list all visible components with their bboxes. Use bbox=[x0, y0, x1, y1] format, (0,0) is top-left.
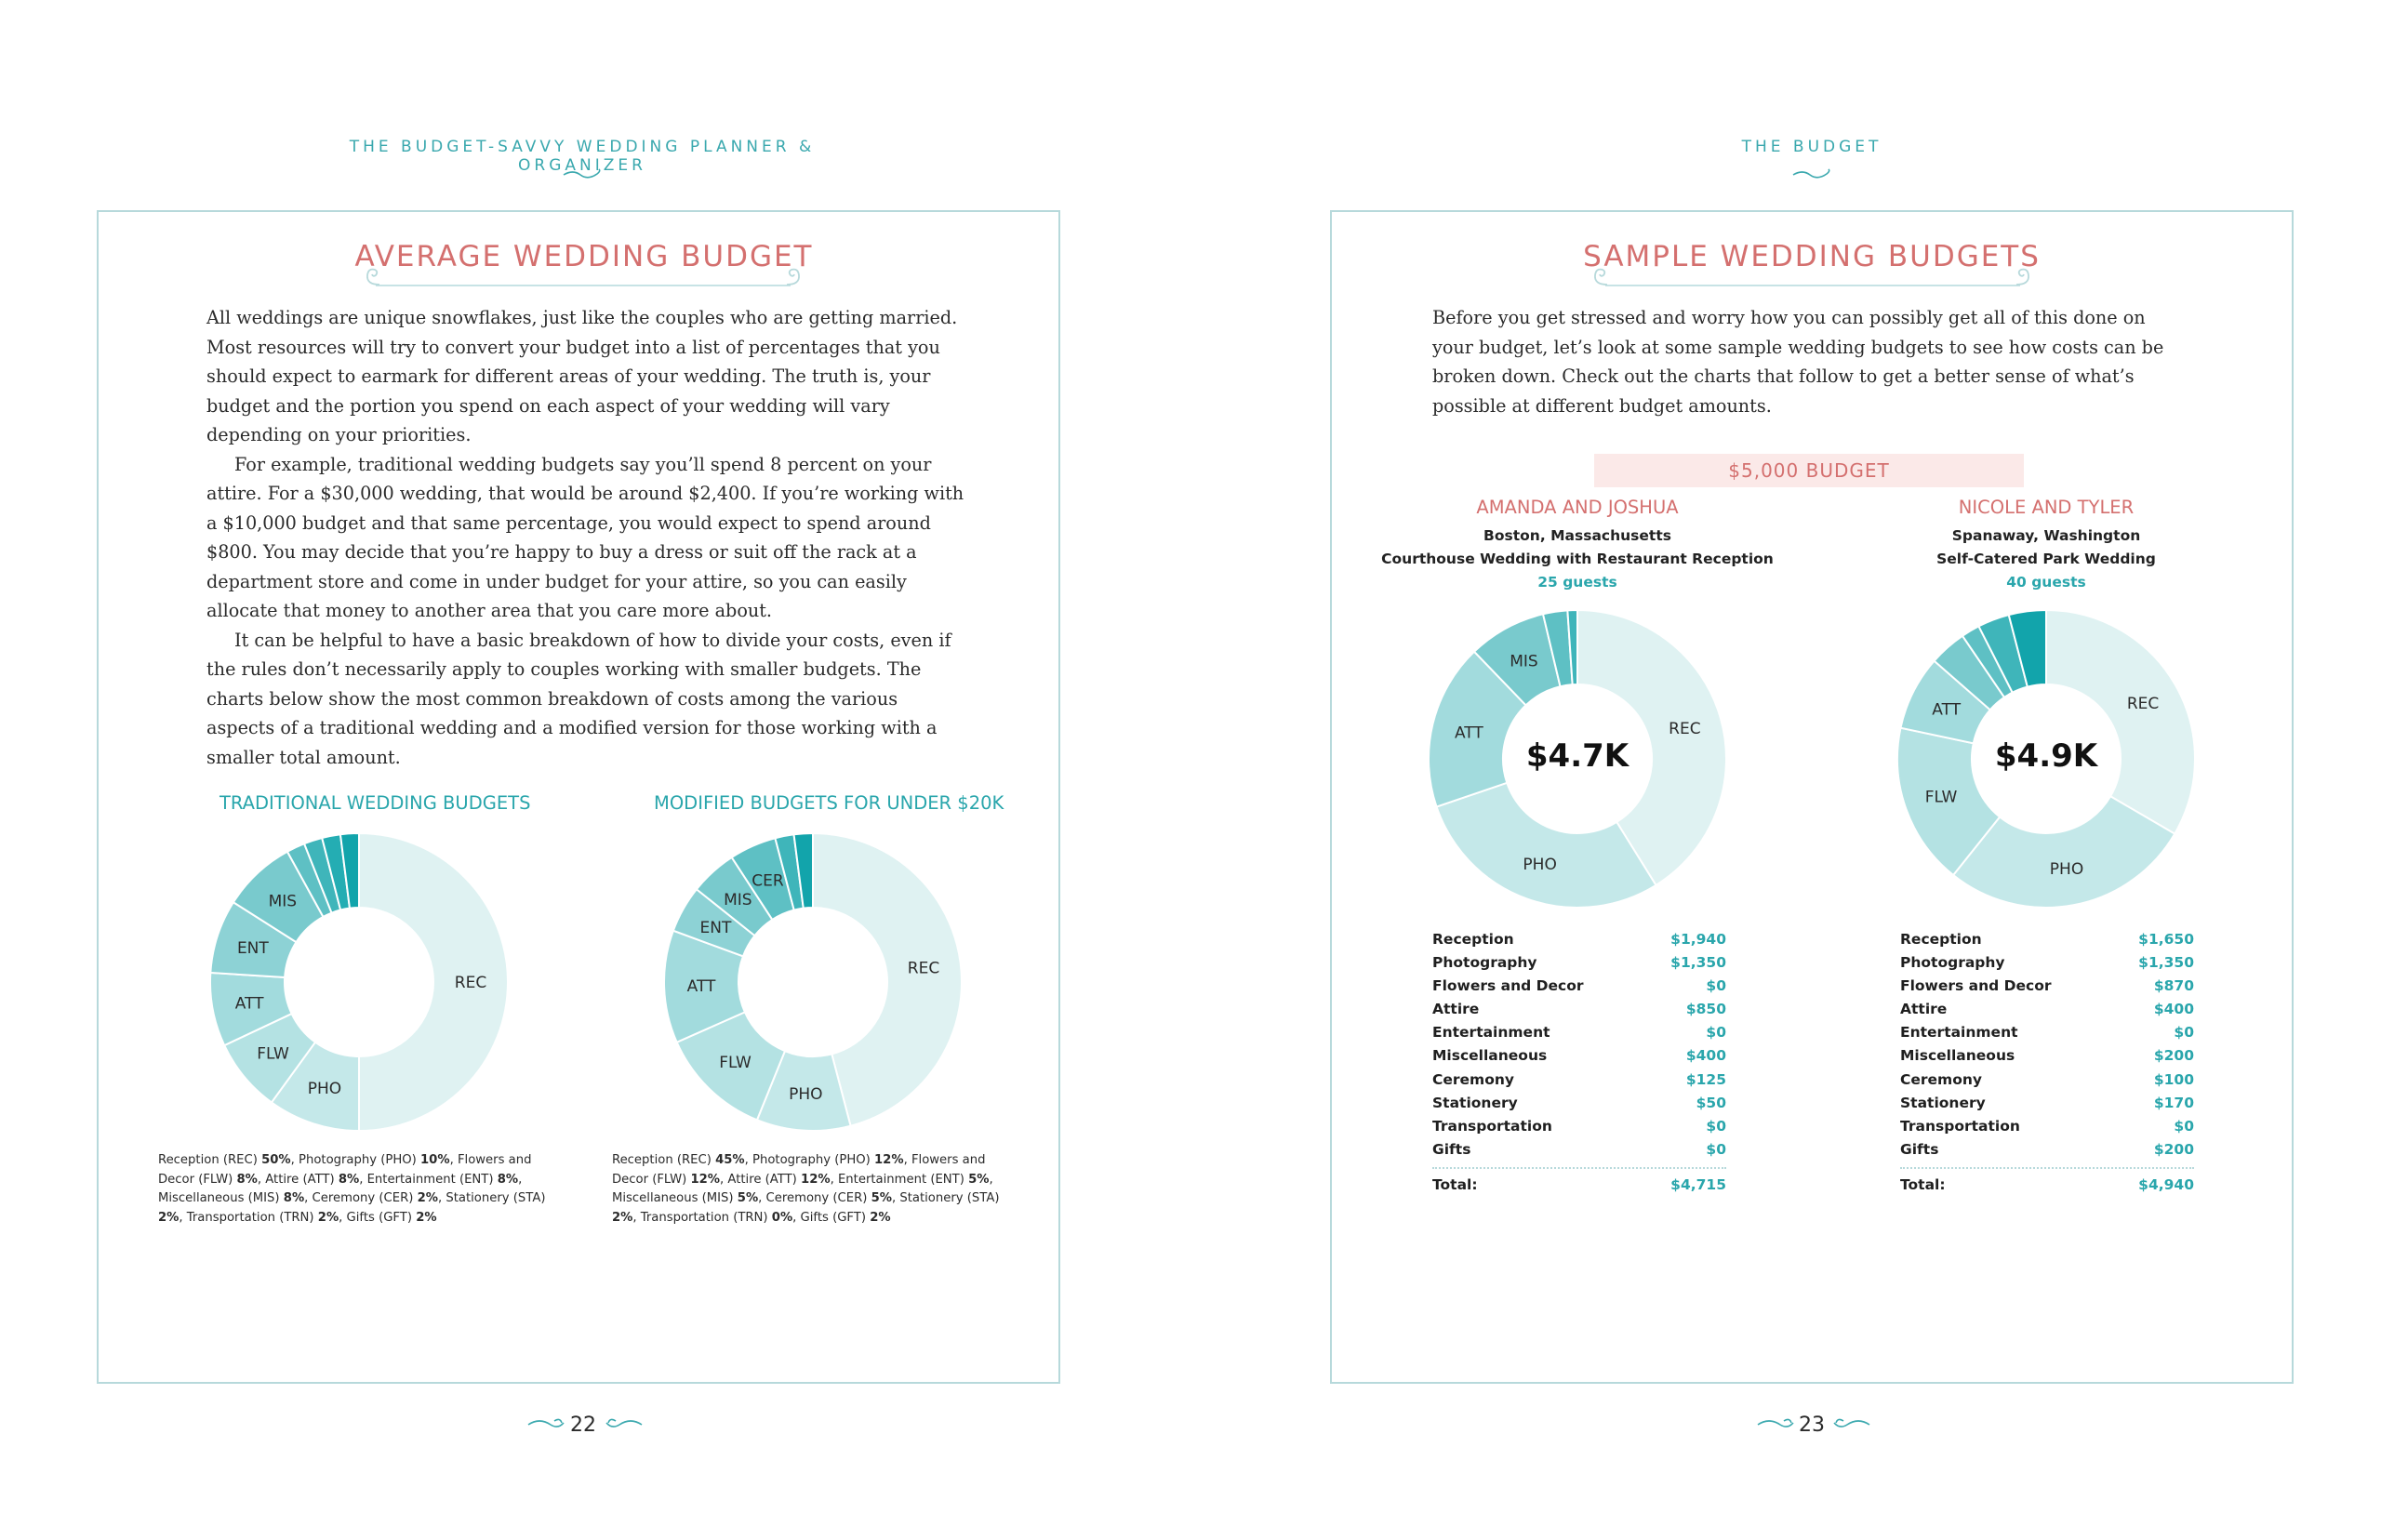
row-amount: $1,940 bbox=[1670, 931, 1726, 948]
pie-label-pho: PHO bbox=[1523, 856, 1557, 875]
pie-label-mis: MIS bbox=[1510, 652, 1538, 671]
caption-text: , Flowers and Decor (FLW) bbox=[158, 1153, 532, 1187]
row-category: Entertainment bbox=[1432, 1024, 1550, 1042]
table-row bbox=[1900, 928, 2194, 951]
table-divider bbox=[1900, 1167, 2194, 1169]
pie-label-ent: ENT bbox=[699, 919, 732, 938]
running-head-left: THE BUDGET-SAVVY WEDDING PLANNER & ORGANIZER bbox=[349, 138, 816, 175]
table-row bbox=[1432, 998, 1726, 1021]
row-amount: $400 bbox=[1685, 1047, 1726, 1065]
caption-text: Reception (REC) bbox=[612, 1153, 716, 1167]
pie-label-rec: REC bbox=[1669, 720, 1701, 739]
row-amount: $0 bbox=[1706, 1024, 1726, 1042]
table-row bbox=[1900, 951, 2194, 975]
caption-percent: 5% bbox=[968, 1172, 990, 1187]
table-total-row bbox=[1432, 1173, 1726, 1197]
budget-total-center-2: $4.9K bbox=[1994, 737, 2098, 775]
paragraph: All weddings are unique snowflakes, just like the couples who are getting married. Most resources will try to convert your budget into a list of percentages that you should expect to earmark for different areas of your wedding. The truth is, your budget and the portion you spend on each aspect of your wedding will vary depending on your priorities. bbox=[206, 307, 958, 445]
pie-label-rec: REC bbox=[2126, 695, 2160, 714]
table-row bbox=[1432, 928, 1726, 951]
caption-text: , Ceremony (CER) bbox=[758, 1191, 871, 1205]
row-amount: $1,350 bbox=[2138, 954, 2194, 972]
pie-label-cer: CER bbox=[752, 871, 784, 891]
caption-text: , Miscellaneous (MIS) bbox=[158, 1172, 523, 1205]
donut-chart-traditional bbox=[210, 833, 508, 1131]
row-amount: $0 bbox=[2174, 1024, 2194, 1042]
pie-label-att: ATT bbox=[686, 976, 716, 996]
caption-text: , Miscellaneous (MIS) bbox=[612, 1172, 993, 1205]
swirl-ornament-icon bbox=[1590, 264, 1611, 288]
row-amount: $200 bbox=[2153, 1140, 2194, 1158]
table-row bbox=[1900, 1044, 2194, 1068]
caption-percent: 2% bbox=[416, 1210, 437, 1225]
swirl-ornament-icon bbox=[603, 1415, 644, 1434]
pie-label-att: ATT bbox=[1932, 700, 1962, 720]
budget-total-center-1: $4.7K bbox=[1525, 737, 1629, 775]
chart-caption-traditional bbox=[158, 1151, 549, 1228]
row-category: Photography bbox=[1900, 954, 2005, 972]
total-amount: $4,940 bbox=[2138, 1175, 2194, 1193]
row-category: Miscellaneous bbox=[1900, 1047, 2015, 1065]
pie-label-pho: PHO bbox=[2049, 859, 2084, 879]
caption-percent: 2% bbox=[612, 1210, 633, 1225]
row-category: Miscellaneous bbox=[1432, 1047, 1548, 1065]
table-row bbox=[1900, 1115, 2194, 1138]
table-row bbox=[1432, 1138, 1726, 1162]
table-row bbox=[1432, 1044, 1726, 1068]
table-row bbox=[1432, 1069, 1726, 1092]
pie-label-flw: FLW bbox=[1924, 788, 1958, 807]
swirl-ornament-icon bbox=[2013, 264, 2033, 288]
table-divider bbox=[1432, 1167, 1726, 1169]
caption-text: , Ceremony (CER) bbox=[304, 1191, 418, 1205]
table-row bbox=[1900, 998, 2194, 1021]
row-category: Attire bbox=[1432, 1001, 1480, 1018]
title-underline-left bbox=[376, 285, 791, 286]
pie-label-att: ATT bbox=[234, 994, 264, 1014]
swirl-ornament-icon bbox=[1830, 1415, 1871, 1434]
caption-percent: 10% bbox=[419, 1153, 450, 1167]
caption-text: , Flowers and Decor (FLW) bbox=[612, 1153, 986, 1187]
pie-label-pho: PHO bbox=[307, 1080, 342, 1099]
caption-text: , Transportation (TRN) bbox=[179, 1210, 318, 1225]
pie-slice-pho bbox=[1437, 783, 1656, 908]
pie-label-flw: FLW bbox=[719, 1054, 752, 1073]
caption-percent: 8% bbox=[497, 1172, 519, 1187]
pie-slice-rec bbox=[2046, 610, 2195, 834]
caption-percent: 8% bbox=[338, 1172, 360, 1187]
row-amount: $0 bbox=[1706, 1140, 1726, 1158]
row-category: Transportation bbox=[1432, 1117, 1552, 1135]
table-row bbox=[1432, 951, 1726, 975]
couple-style-1: Courthouse Wedding with Restaurant Reception bbox=[1381, 551, 1774, 567]
caption-percent: 45% bbox=[715, 1153, 745, 1167]
caption-text: , Attire (ATT) bbox=[257, 1172, 339, 1187]
body-text-right bbox=[1432, 303, 2169, 420]
couple-location-2: Spanaway, Washington bbox=[1951, 527, 2141, 544]
caption-percent: 5% bbox=[871, 1191, 892, 1205]
row-category: Entertainment bbox=[1900, 1024, 2018, 1042]
pie-label-ent: ENT bbox=[236, 938, 269, 958]
row-category: Stationery bbox=[1432, 1094, 1518, 1111]
row-category: Gifts bbox=[1900, 1140, 1939, 1158]
paragraph: It can be helpful to have a basic breakdown of how to divide your costs, even if the rules don’t necessarily apply to couples working with smaller budgets. The charts below show the most common breakdown of costs among the various aspects of a traditional wedding and a modified version for those working with a smaller total amount. bbox=[206, 629, 951, 768]
caption-text: , Gifts (GFT) bbox=[339, 1210, 417, 1225]
couple-name-1: AMANDA AND JOSHUA bbox=[1476, 497, 1679, 518]
total-label: Total: bbox=[1900, 1175, 1946, 1193]
table-row bbox=[1900, 1138, 2194, 1162]
caption-percent: 8% bbox=[236, 1172, 258, 1187]
row-category: Transportation bbox=[1900, 1117, 2020, 1135]
caption-text: , Transportation (TRN) bbox=[632, 1210, 772, 1225]
row-category: Gifts bbox=[1432, 1140, 1471, 1158]
caption-percent: 8% bbox=[283, 1191, 305, 1205]
row-amount: $0 bbox=[2174, 1117, 2194, 1135]
row-category: Attire bbox=[1900, 1001, 1948, 1018]
row-category: Photography bbox=[1432, 954, 1537, 972]
caption-text: , Stationery (STA) bbox=[437, 1191, 546, 1205]
chart-caption-modified bbox=[612, 1151, 1003, 1228]
row-category: Reception bbox=[1900, 931, 1982, 948]
row-category: Stationery bbox=[1900, 1094, 1986, 1111]
caption-percent: 5% bbox=[737, 1191, 759, 1205]
pie-label-flw: FLW bbox=[257, 1044, 289, 1064]
caption-percent: 12% bbox=[690, 1172, 721, 1187]
pie-label-rec: REC bbox=[907, 959, 940, 978]
caption-percent: 0% bbox=[771, 1210, 793, 1225]
caption-percent: 2% bbox=[870, 1210, 891, 1225]
pie-label-pho: PHO bbox=[789, 1084, 823, 1104]
row-category: Ceremony bbox=[1900, 1070, 1982, 1088]
pie-label-att: ATT bbox=[1454, 724, 1483, 743]
table-row bbox=[1432, 1115, 1726, 1138]
row-amount: $200 bbox=[2153, 1047, 2194, 1065]
row-amount: $0 bbox=[1706, 1117, 1726, 1135]
swirl-ornament-icon bbox=[1791, 167, 1832, 180]
pie-label-mis: MIS bbox=[268, 892, 298, 911]
row-category: Flowers and Decor bbox=[1900, 977, 2052, 995]
body-text-left bbox=[206, 303, 965, 772]
swirl-ornament-icon bbox=[783, 264, 804, 288]
caption-percent: 50% bbox=[261, 1153, 291, 1167]
caption-percent: 12% bbox=[873, 1153, 904, 1167]
table-row bbox=[1432, 975, 1726, 998]
total-amount: $4,715 bbox=[1670, 1175, 1726, 1193]
row-category: Flowers and Decor bbox=[1432, 977, 1584, 995]
page-number-left: 22 bbox=[570, 1414, 596, 1437]
couple-guests-1: 25 guests bbox=[1537, 574, 1617, 591]
budget-table-2 bbox=[1900, 928, 2194, 1197]
title-underline-right bbox=[1605, 285, 2020, 286]
pie-label-mis: MIS bbox=[724, 891, 752, 910]
donut-chart-modified bbox=[664, 833, 962, 1131]
page-title-right: SAMPLE WEDDING BUDGETS bbox=[1583, 240, 2041, 273]
row-amount: $850 bbox=[1685, 1001, 1726, 1018]
chart-title-traditional: TRADITIONAL WEDDING BUDGETS bbox=[219, 792, 531, 814]
row-category: Reception bbox=[1432, 931, 1514, 948]
budget-table-1 bbox=[1432, 928, 1726, 1197]
table-row bbox=[1900, 975, 2194, 998]
table-row bbox=[1900, 1092, 2194, 1115]
row-category: Ceremony bbox=[1432, 1070, 1514, 1088]
table-total-row bbox=[1900, 1173, 2194, 1197]
table-row bbox=[1432, 1092, 1726, 1115]
row-amount: $50 bbox=[1696, 1094, 1726, 1111]
chart-title-modified: MODIFIED BUDGETS FOR UNDER $20K bbox=[654, 792, 1004, 814]
couple-location-1: Boston, Massachusetts bbox=[1483, 527, 1671, 544]
caption-percent: 2% bbox=[317, 1210, 339, 1225]
paragraph: For example, traditional wedding budgets say you’ll spend 8 percent on your attire. For a $30,000 wedding, that would be around $2,400. If you’re working with a $10,000 budget and that same percentage, you would expect to spend around $800. You may decide that you’re happy to buy a dress or suit off the rack at a department store and come in under budget for your attire, so you can easily allocate that money to another area that you care more about. bbox=[206, 453, 964, 621]
caption-text: , Photography (PHO) bbox=[290, 1153, 420, 1167]
row-amount: $125 bbox=[1685, 1070, 1726, 1088]
caption-percent: 2% bbox=[158, 1210, 180, 1225]
paragraph: Before you get stressed and worry how you can possibly get all of this done on your budget, let’s look at some sample wedding budgets to see how costs can be broken down. Check out the charts that follow to get a better sense of what’s possible at different budget amounts. bbox=[1432, 307, 2164, 417]
page-title-left: AVERAGE WEDDING BUDGET bbox=[354, 240, 814, 273]
table-row bbox=[1432, 1021, 1726, 1044]
total-label: Total: bbox=[1432, 1175, 1478, 1193]
couple-guests-2: 40 guests bbox=[2006, 574, 2086, 591]
swirl-ornament-icon bbox=[562, 167, 603, 180]
caption-text: , Gifts (GFT) bbox=[792, 1210, 871, 1225]
caption-text: , Photography (PHO) bbox=[744, 1153, 874, 1167]
caption-text: , Entertainment (ENT) bbox=[830, 1172, 969, 1187]
row-amount: $100 bbox=[2153, 1070, 2194, 1088]
caption-text: , Entertainment (ENT) bbox=[359, 1172, 498, 1187]
couple-style-2: Self-Catered Park Wedding bbox=[1936, 551, 2156, 567]
couple-name-2: NICOLE AND TYLER bbox=[1958, 497, 2135, 518]
row-amount: $1,650 bbox=[2138, 931, 2194, 948]
caption-text: , Stationery (STA) bbox=[891, 1191, 1000, 1205]
row-amount: $170 bbox=[2153, 1094, 2194, 1111]
caption-percent: 12% bbox=[801, 1172, 831, 1187]
row-amount: $0 bbox=[1706, 977, 1726, 995]
pie-label-rec: REC bbox=[454, 974, 487, 992]
row-amount: $870 bbox=[2153, 977, 2194, 995]
running-head-right: THE BUDGET bbox=[1741, 138, 1882, 156]
table-row bbox=[1900, 1069, 2194, 1092]
budget-band: $5,000 BUDGET bbox=[1594, 454, 2024, 487]
caption-text: Reception (REC) bbox=[158, 1153, 262, 1167]
row-amount: $1,350 bbox=[1670, 954, 1726, 972]
page-number-right: 23 bbox=[1799, 1414, 1825, 1437]
row-amount: $400 bbox=[2153, 1001, 2194, 1018]
caption-percent: 2% bbox=[417, 1191, 438, 1205]
swirl-ornament-icon bbox=[363, 264, 383, 288]
caption-text: , Attire (ATT) bbox=[720, 1172, 802, 1187]
table-row bbox=[1900, 1021, 2194, 1044]
